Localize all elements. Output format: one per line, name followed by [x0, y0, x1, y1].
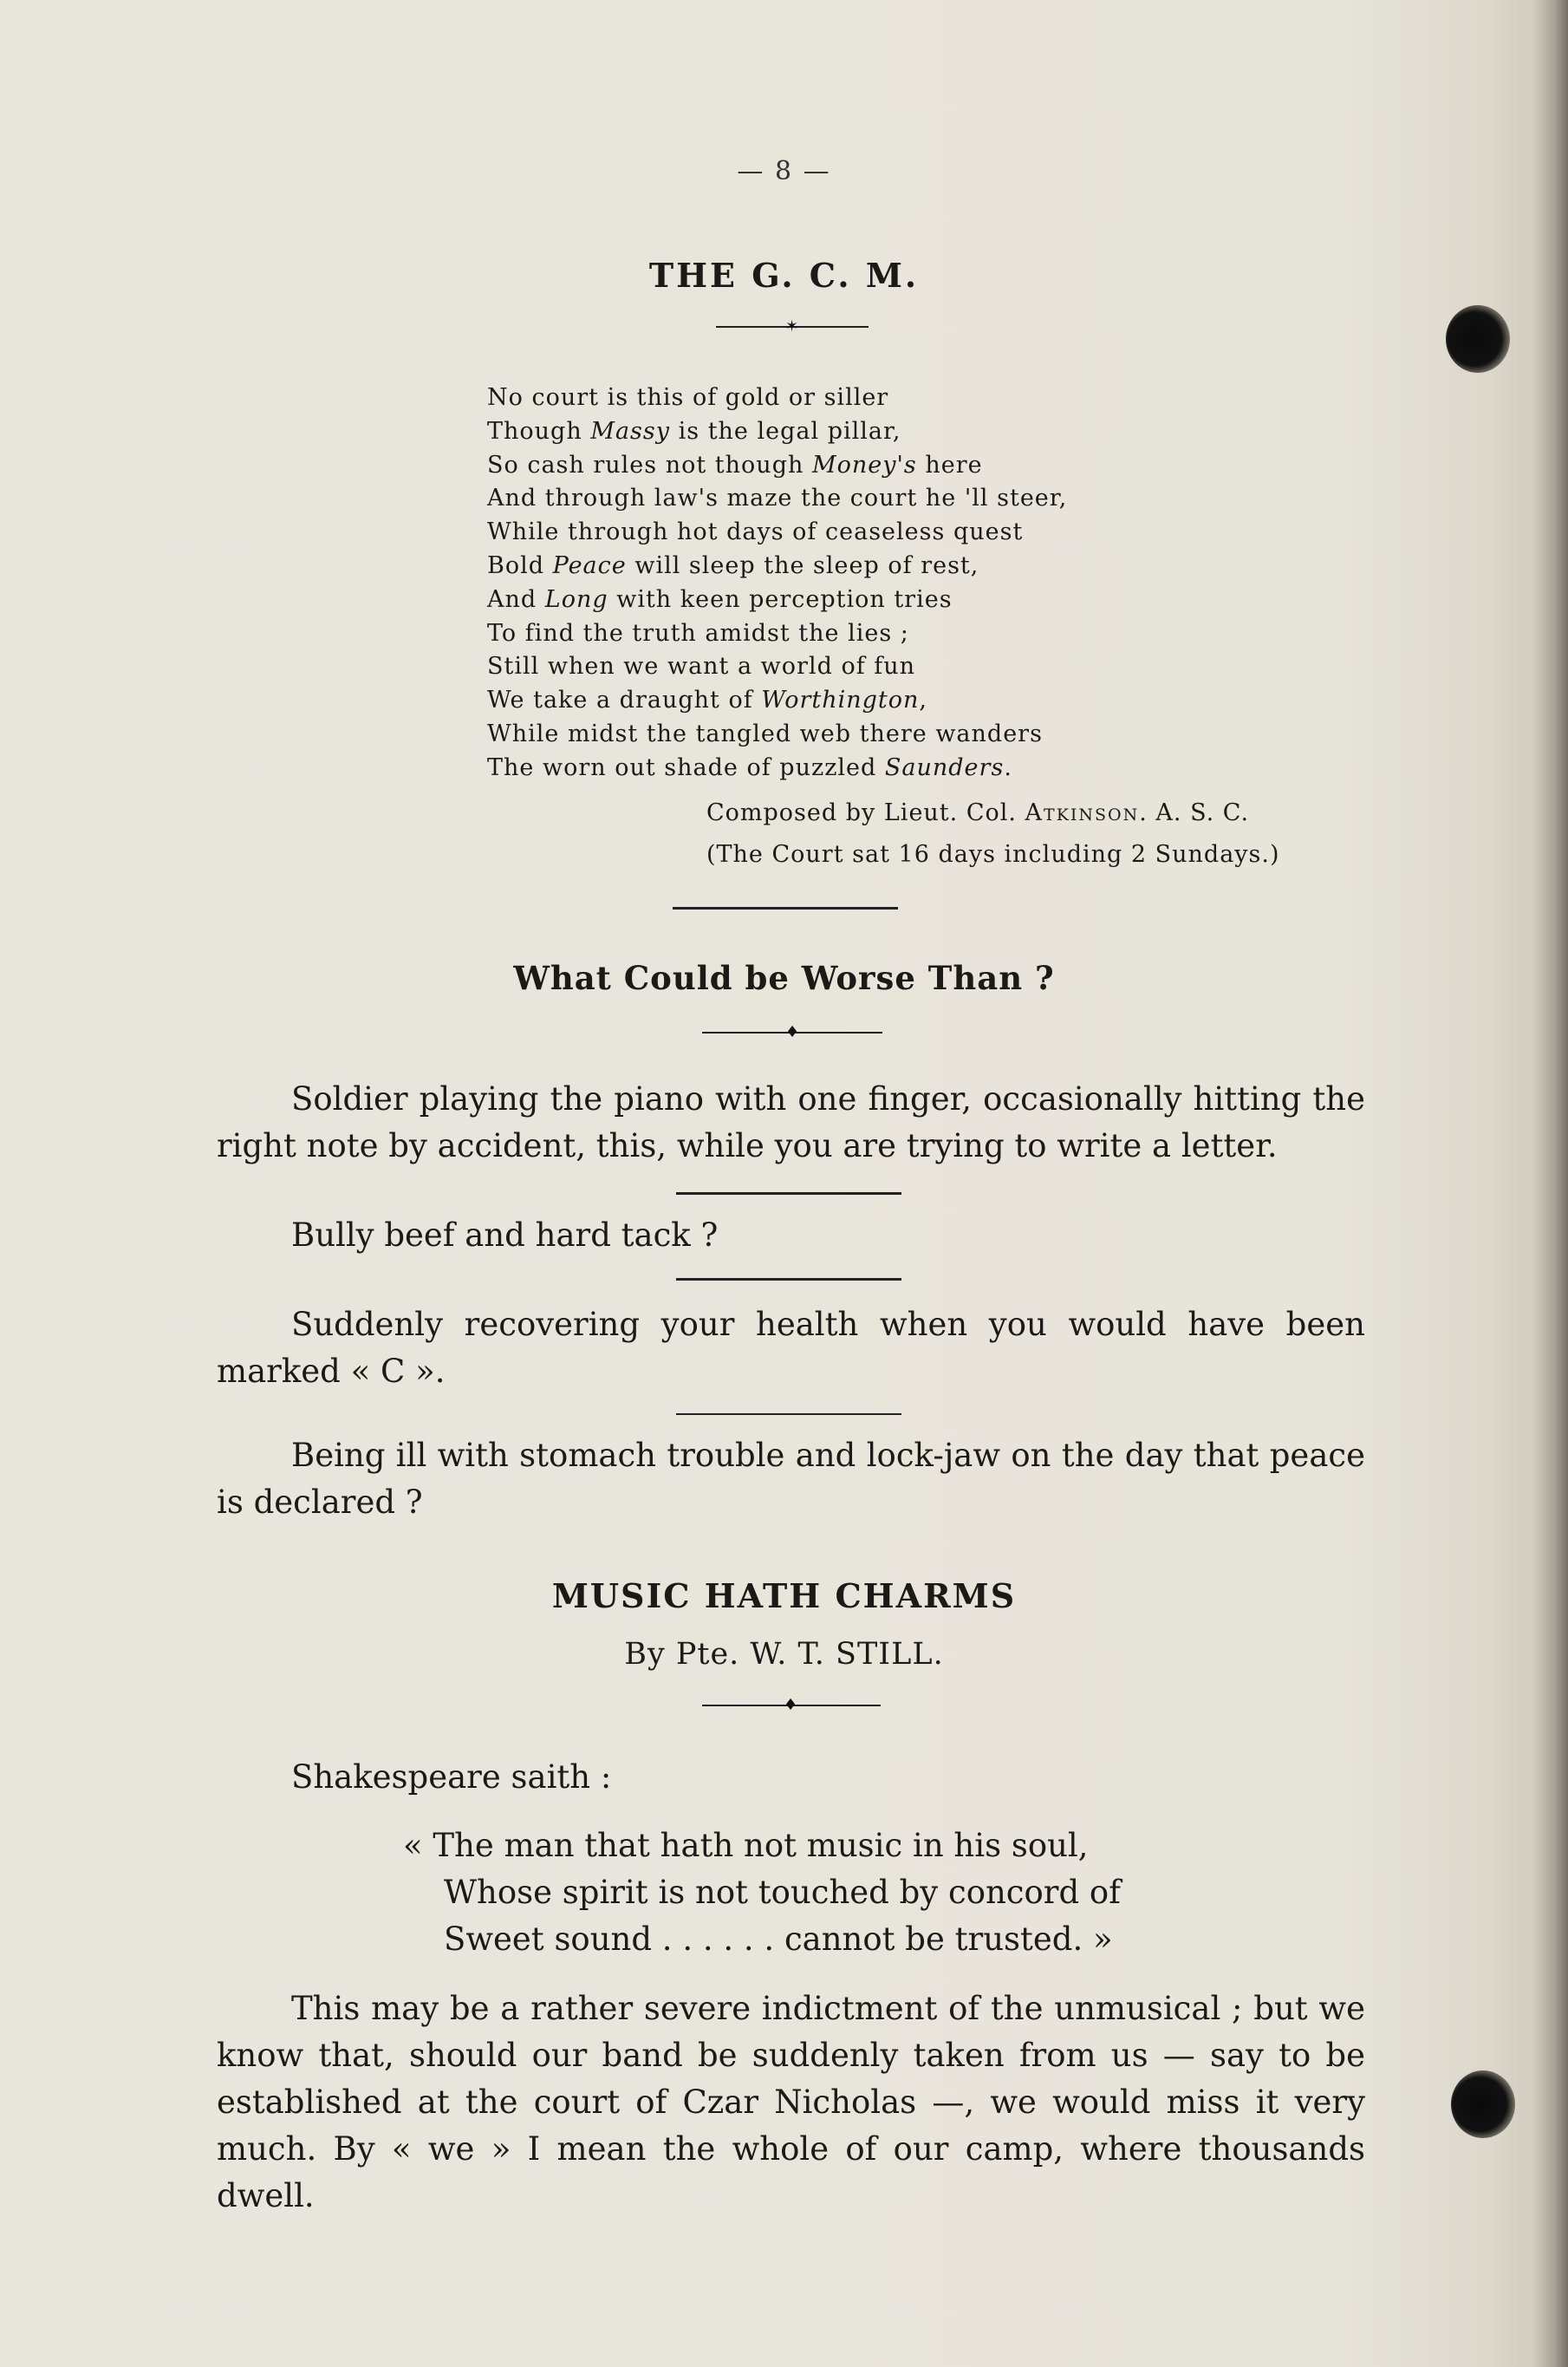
worse-item-3: Suddenly recovering your health when you would have been marked « C ».: [217, 1306, 1365, 1390]
poem-line: No court is this of gold or siller: [487, 384, 889, 411]
item-rule: [676, 1413, 901, 1415]
gcm-title: THE G. C. M.: [648, 256, 920, 295]
page-number: — 8 —: [737, 156, 831, 186]
court-note: (The Court sat 16 days including 2 Sundays.): [706, 841, 1280, 868]
ornament-divider-2: ♦: [702, 1021, 882, 1044]
poem-line: Though Massy is the legal pillar,: [487, 417, 901, 445]
item-rule: [676, 1278, 901, 1281]
section-rule: [673, 907, 898, 910]
poem-line: While midst the tangled web there wanders: [487, 720, 1043, 747]
ornament-divider-1: ✶: [716, 316, 869, 338]
page-edge-shadow: [1533, 0, 1568, 2367]
worse-item-1: Soldier playing the piano with one finger, occasionally hitting the right note by accident, this, while you are trying to write a letter.: [217, 1080, 1365, 1164]
quote-line: Whose spirit is not touched by concord of: [444, 1874, 1121, 1911]
poem-line: Still when we want a world of fun: [487, 653, 916, 681]
gcm-poem: [487, 381, 1067, 786]
item-rule: [676, 1192, 901, 1195]
music-paragraph: This may be a rather severe indictment of the unmusical ; but we know that, should our band be suddenly taken from us — say to be established at the court of Czar Nicholas —, we would miss it very much. By « we » I mean the whole of our camp, where thousands dwell.: [217, 1990, 1365, 2214]
poem-line: And Long with keen perception tries: [487, 585, 953, 613]
poem-line: Bold Peace will sleep the sleep of rest,: [487, 551, 979, 579]
poem-line: So cash rules not though Money's here: [487, 451, 983, 479]
poem-line: The worn out shade of puzzled Saunders.: [487, 753, 1012, 781]
ornament-divider-3: ♦: [702, 1694, 881, 1717]
music-byline: By Pte. W. T. STILL.: [624, 1637, 944, 1672]
poem-line: And through law's maze the court he 'll steer,: [487, 485, 1068, 512]
poem-line: To find the truth amidst the lies ;: [487, 619, 909, 647]
worse-item-4: Being ill with stomach trouble and lock-jaw on the day that peace is declared ?: [217, 1437, 1365, 1521]
poem-line: We take a draught of Worthington,: [487, 687, 927, 714]
quote-line: Sweet sound . . . . . . cannot be trusted. »: [444, 1920, 1113, 1958]
binding-hole-top: [1446, 305, 1510, 373]
music-title: MUSIC HATH CHARMS: [551, 1576, 1017, 1615]
binding-hole-bottom: [1451, 2070, 1515, 2138]
poem-credit: Composed by Lieut. Col. Atkinson. A. S. C.: [706, 799, 1250, 826]
worse-heading: What Could be Worse Than ?: [513, 959, 1055, 997]
poem-line: While through hot days of ceaseless quest: [487, 518, 1024, 546]
worse-item-2: Bully beef and hard tack ?: [291, 1216, 719, 1254]
quote-line: « The man that hath not music in his soul,: [403, 1827, 1089, 1864]
music-intro: Shakespeare saith :: [291, 1758, 612, 1796]
